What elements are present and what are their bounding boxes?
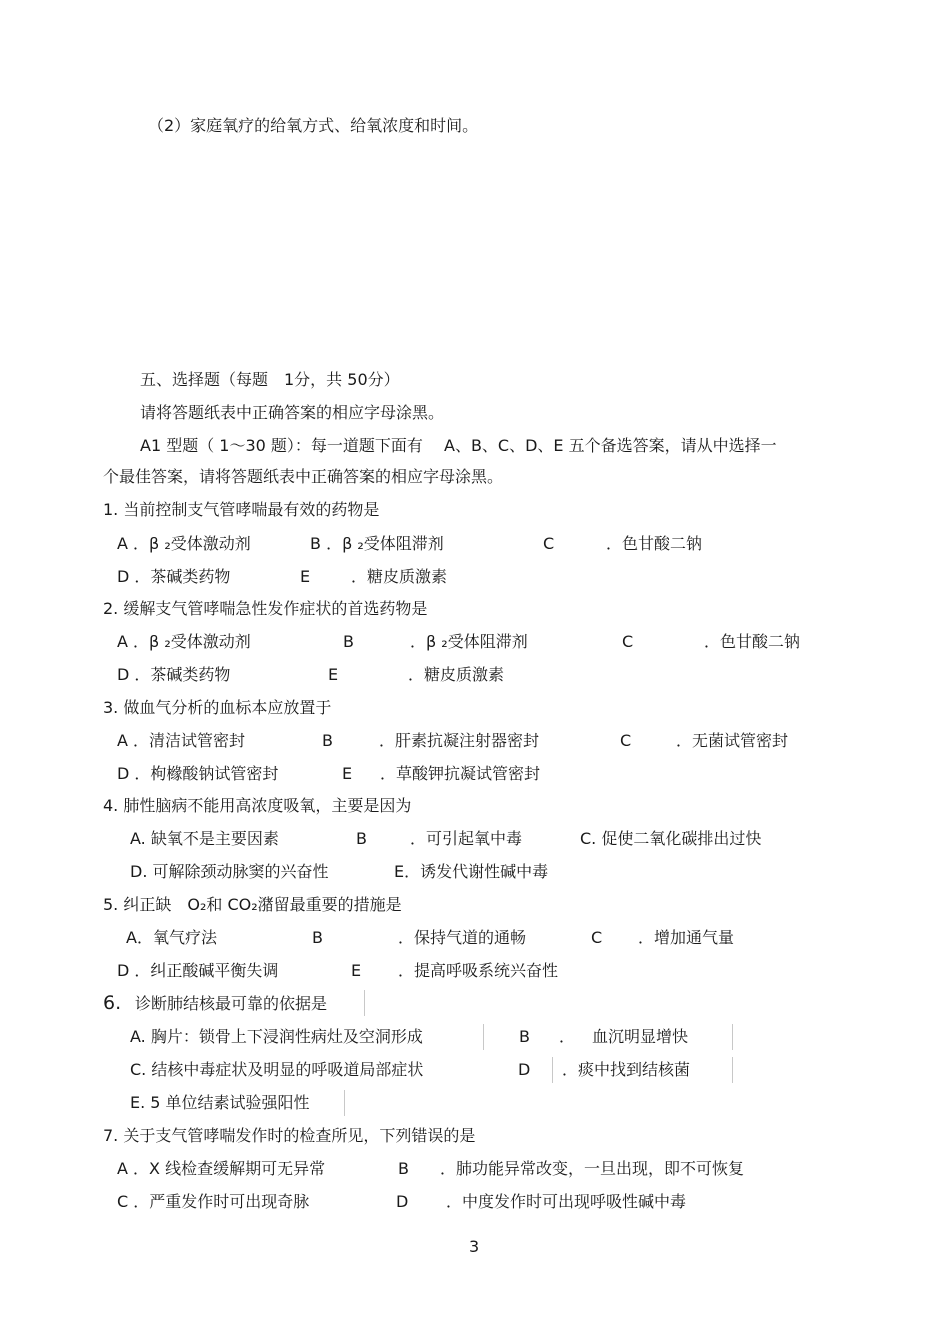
option-letter: D: [518, 1060, 531, 1079]
option: A．氧气疗法: [126, 928, 217, 947]
cell-divider: [552, 1057, 553, 1083]
option: ．肺功能异常改变，一旦出现，即不可恢复: [440, 1159, 745, 1178]
option-letter: B: [322, 731, 333, 750]
option: ．增加通气量: [638, 928, 735, 947]
option: D ．茶碱类药物: [117, 665, 231, 684]
option: ．糖皮质激素: [351, 567, 448, 586]
option: E. 5 单位结素试验强阳性: [130, 1093, 310, 1112]
option-letter: D: [396, 1192, 409, 1211]
option: A. 胸片：锁骨上下浸润性病灶及空洞形成: [130, 1027, 423, 1046]
option: C. 结核中毒症状及明显的呼吸道局部症状: [130, 1060, 424, 1079]
type-instruction-line1: A1 型题（ 1～30 题）：每一道题下面有 A、B、C、D、E 五个备选答案，请从中选择一: [140, 436, 777, 455]
subquestion-text: （2）家庭氧疗的给氧方式、给氧浓度和时间。: [148, 116, 479, 135]
option: D ．茶碱类药物: [117, 567, 231, 586]
question-stem: 7. 关于支气管哮喘发作时的检查所见，下列错误的是: [103, 1126, 476, 1145]
option: C ．严重发作时可出现奇脉: [117, 1192, 310, 1211]
option-letter: B: [519, 1027, 530, 1046]
option-letter: C: [622, 632, 634, 651]
option-letter: B: [356, 829, 367, 848]
option: E．诱发代谢性碱中毒: [394, 862, 549, 881]
option: ．色甘酸二钠: [606, 534, 703, 553]
question-stem: 2. 缓解支气管哮喘急性发作症状的首选药物是: [103, 599, 428, 618]
cell-divider: [483, 1024, 484, 1050]
option-letter: E: [351, 961, 362, 980]
cell-divider: [364, 990, 365, 1016]
cell-divider: [732, 1057, 733, 1083]
type-instruction-line2: 个最佳答案，请将答题纸表中正确答案的相应字母涂黑。: [103, 467, 504, 486]
option: D ．枸橼酸钠试管密封: [117, 764, 279, 783]
section-instruction: 请将答题纸表中正确答案的相应字母涂黑。: [140, 403, 445, 422]
option: D ．纠正酸碱平衡失调: [117, 961, 279, 980]
option: 血沉明显增快: [592, 1027, 689, 1046]
cell-divider: [344, 1090, 345, 1116]
section-title: 五、选择题（每题 1分，共 50分）: [140, 370, 400, 389]
option-letter: C: [620, 731, 632, 750]
option: ．糖皮质激素: [408, 665, 505, 684]
option-letter: E: [300, 567, 311, 586]
option-letter: E: [328, 665, 339, 684]
question-stem: 3. 做血气分析的血标本应放置于: [103, 698, 332, 717]
option: C. 促使二氧化碳排出过快: [580, 829, 762, 848]
option: ．提高呼吸系统兴奋性: [398, 961, 559, 980]
option: ．肝素抗凝注射器密封: [379, 731, 540, 750]
option: D. 可解除颈动脉窦的兴奋性: [130, 862, 329, 881]
option: ．痰中找到结核菌: [562, 1060, 691, 1079]
question-number: 6.: [103, 992, 122, 1014]
option: B ．β ₂受体阻滞剂: [310, 534, 444, 553]
option: ．草酸钾抗凝试管密封: [380, 764, 541, 783]
option: A ．X 线检查缓解期可无异常: [117, 1159, 326, 1178]
cell-divider: [732, 1024, 733, 1050]
page-number: 3: [469, 1237, 480, 1256]
option-letter: C: [543, 534, 555, 553]
option: ．中度发作时可出现呼吸性碱中毒: [446, 1192, 687, 1211]
option-letter: C: [591, 928, 603, 947]
option: ．可引起氧中毒: [410, 829, 523, 848]
question-stem: 5. 纠正缺 O₂和 CO₂潴留最重要的措施是: [103, 895, 402, 914]
option: ．β ₂受体阻滞剂: [410, 632, 528, 651]
option-letter: E: [342, 764, 353, 783]
option: ．无菌试管密封: [676, 731, 789, 750]
option: ．色甘酸二钠: [704, 632, 801, 651]
question-stem: 1. 当前控制支气管哮喘最有效的药物是: [103, 500, 380, 519]
option: ．保持气道的通畅: [398, 928, 527, 947]
option-dot: ．: [559, 1027, 576, 1046]
option: A ．清洁试管密封: [117, 731, 246, 750]
option-letter: B: [343, 632, 354, 651]
option-letter: B: [312, 928, 323, 947]
option: A ．β ₂受体激动剂: [117, 534, 251, 553]
option-letter: B: [398, 1159, 409, 1178]
option: A ．β ₂受体激动剂: [117, 632, 251, 651]
option: A. 缺氧不是主要因素: [130, 829, 279, 848]
question-stem: 诊断肺结核最可靠的依据是: [135, 994, 328, 1013]
question-stem: 4. 肺性脑病不能用高浓度吸氧，主要是因为: [103, 796, 412, 815]
